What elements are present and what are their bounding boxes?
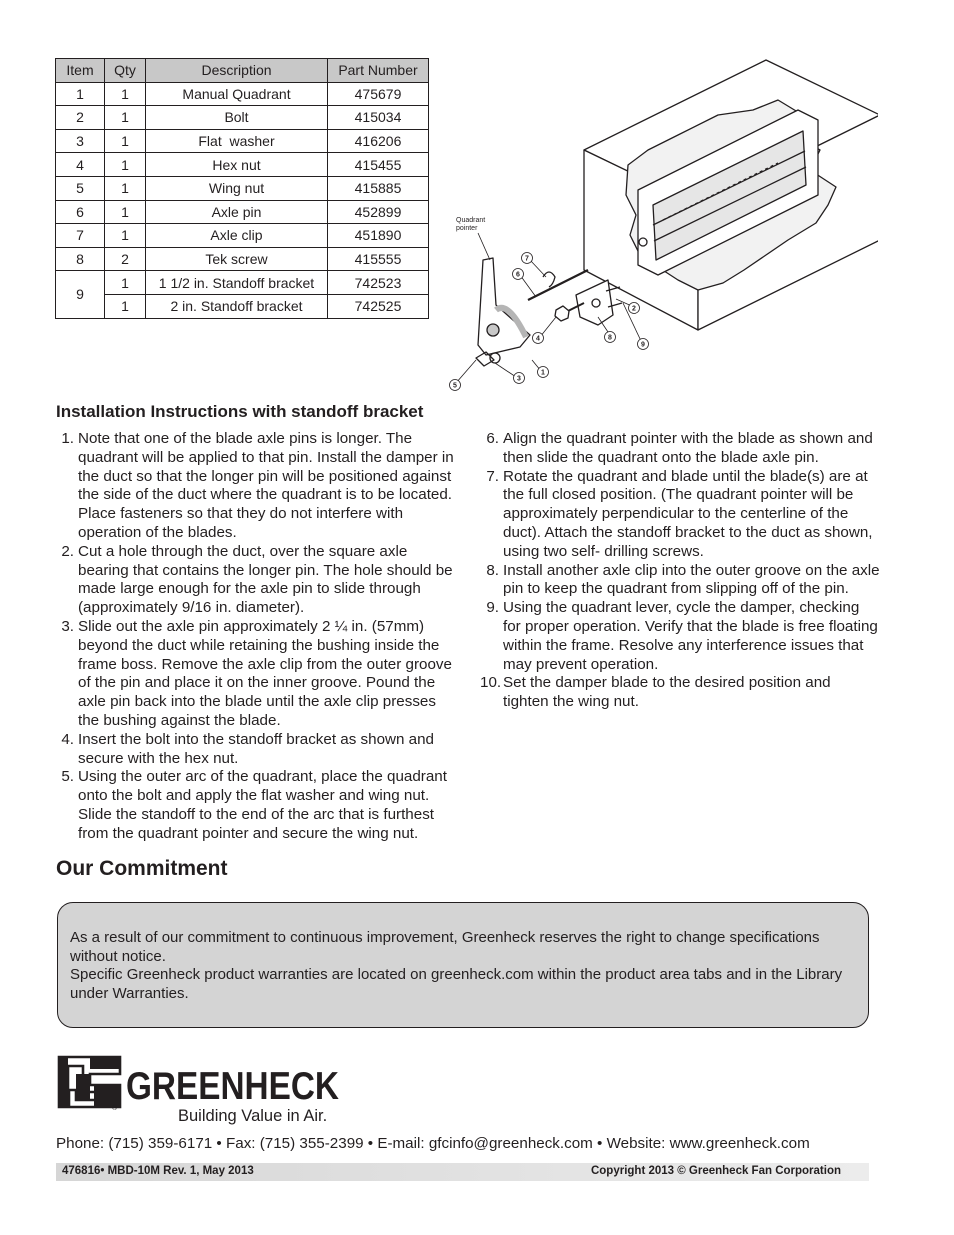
table-row — [56, 176, 429, 200]
parts-table — [55, 58, 429, 319]
cell-description: Bolt — [146, 106, 328, 130]
callout-5 — [450, 380, 461, 391]
cell-description: 2 in. Standoff bracket — [146, 294, 328, 318]
cell-qty: 1 — [105, 82, 146, 106]
step-number: 2. — [61, 542, 74, 560]
step-number: 9. — [486, 599, 499, 617]
cell-description: Axle pin — [146, 200, 328, 224]
svg-text:7: 7 — [525, 255, 529, 263]
cell-qty: 2 — [105, 247, 146, 271]
step-text: Cut a hole through the duct, over the square axle bearing that contains the longer pin. The hole should be made large enough for the axle pin to slide through (approximately 9/16 in. diameter). — [78, 542, 453, 617]
standoff-bracket — [576, 280, 613, 325]
registered-mark: ® — [112, 1105, 118, 1112]
greenheck-g-mark — [59, 1057, 120, 1107]
cell-part-number: 415555 — [328, 247, 429, 271]
step-number: 5. — [61, 768, 74, 786]
cell-item: 1 — [56, 82, 105, 106]
svg-text:4: 4 — [536, 335, 540, 343]
step-number: 6. — [486, 430, 499, 447]
commitment-heading: Our Commitment — [56, 857, 228, 880]
cell-description: Hex nut — [146, 153, 328, 177]
commitment-box — [57, 902, 869, 1028]
callout-9 — [638, 339, 649, 350]
svg-text:5: 5 — [453, 382, 457, 390]
table-row — [56, 106, 429, 130]
step-text: Using the outer arc of the quadrant, place the quadrant onto the bolt and apply the flat washer and wing nut. Slide the standoff to the end of the arc that is furthest from the quadrant pointer and secure the wing nut. — [78, 768, 447, 842]
cell-qty: 1 — [105, 106, 146, 130]
cell-description: Wing nut — [146, 176, 328, 200]
callout-2 — [629, 303, 640, 314]
cell-item: 8 — [56, 247, 105, 271]
footer-bar — [56, 1163, 869, 1181]
step-text: Insert the bolt into the standoff bracket as shown and secure with the hex nut. — [78, 730, 435, 767]
cell-qty: 1 — [105, 176, 146, 200]
hex-nut — [555, 306, 569, 321]
cell-qty: 1 — [105, 271, 146, 295]
table-row — [56, 82, 429, 106]
instruction-step — [480, 599, 880, 674]
cell-item: 9 — [56, 271, 105, 318]
cell-part-number: 452899 — [328, 200, 429, 224]
cell-part-number: 415034 — [328, 106, 429, 130]
cell-part-number: 475679 — [328, 82, 429, 106]
cell-item: 4 — [56, 153, 105, 177]
table-row — [56, 271, 429, 295]
callout-1 — [538, 367, 549, 378]
cell-description: Tek screw — [146, 247, 328, 271]
instruction-step — [56, 430, 456, 543]
quadrant-pointer-label: pointer — [456, 225, 478, 232]
table-row — [56, 294, 429, 318]
brand-name: GREENHECK — [126, 1065, 339, 1108]
instruction-step — [480, 468, 880, 562]
header-part-number: Part Number — [328, 59, 429, 83]
instruction-step — [56, 731, 456, 769]
cell-description: Manual Quadrant — [146, 82, 328, 106]
copyright: Copyright 2013 © Greenheck Fan Corporation — [590, 1165, 841, 1177]
header-item: Item — [56, 59, 105, 83]
step-number: 3. — [61, 617, 74, 635]
instructions-column-right — [480, 430, 880, 712]
cell-part-number: 415885 — [328, 176, 429, 200]
cell-item: 6 — [56, 200, 105, 224]
quadrant-assembly-diagram — [448, 55, 878, 395]
callout-7 — [522, 253, 533, 264]
step-number: 8. — [486, 561, 499, 579]
step-number: 10. — [480, 674, 502, 692]
document-number: 476816• MBD-10M Rev. 1, May 2013 — [62, 1165, 254, 1177]
callout-8 — [605, 332, 616, 343]
cell-item: 5 — [56, 176, 105, 200]
instruction-step — [480, 430, 880, 468]
cell-qty: 1 — [105, 200, 146, 224]
cell-item: 3 — [56, 129, 105, 153]
table-header-row — [56, 59, 429, 83]
quadrant-pointer-label: Quadrant — [456, 217, 486, 224]
step-text: Slide out the axle pin approximately 2 ¼ in. (57mm) beyond the duct while retaining the bushing inside the frame boss. Remove the axle clip from the outer groove of the pin and place it on the inner groove. Pound the axle pin back into the blade until the axle clip presses the bushing against the blade. — [78, 617, 452, 729]
header-description: Description — [146, 59, 328, 83]
step-number: 1. — [61, 430, 74, 447]
cell-qty: 1 — [105, 153, 146, 177]
cell-part-number: 451890 — [328, 224, 429, 248]
callout-3 — [514, 373, 525, 384]
step-text: Rotate the quadrant and blade until the blade(s) are at the full closed position. (The quadrant pointer will be approximately perpendicular to the centerline of the duct). Attach the standoff bracket to the duct as shown, using two self- drilling screws. — [503, 467, 873, 560]
table-row — [56, 247, 429, 271]
instruction-step — [480, 674, 880, 712]
tagline: Building Value in Air. — [178, 1107, 328, 1125]
instruction-step — [56, 618, 456, 731]
instruction-step — [56, 543, 456, 618]
cell-description: 1 1/2 in. Standoff bracket — [146, 271, 328, 295]
svg-text:2: 2 — [632, 305, 636, 313]
greenheck-logo — [56, 1054, 356, 1126]
cell-part-number: 416206 — [328, 129, 429, 153]
header-qty: Qty — [105, 59, 146, 83]
svg-text:8: 8 — [608, 334, 612, 342]
cell-part-number: 742523 — [328, 271, 429, 295]
cell-qty: 1 — [105, 224, 146, 248]
cell-item: 7 — [56, 224, 105, 248]
callout-6 — [513, 269, 524, 280]
step-text: Install another axle clip into the outer groove on the axle pin to keep the quadrant from slipping off of the pin. — [503, 561, 880, 598]
table-row — [56, 129, 429, 153]
step-text: Using the quadrant lever, cycle the damper, checking for proper operation. Verify that the blade is free floating within the frame. Resolve any interference issues that may prevent operation. — [503, 599, 878, 673]
table-row — [56, 153, 429, 177]
step-number: 7. — [486, 467, 499, 485]
step-text: Set the damper blade to the desired position and tighten the wing nut. — [503, 674, 831, 711]
step-number: 4. — [61, 730, 74, 748]
cell-item: 2 — [56, 106, 105, 130]
table-row — [56, 224, 429, 248]
table-row — [56, 200, 429, 224]
cell-description: Flat washer — [146, 129, 328, 153]
svg-text:1: 1 — [541, 369, 545, 377]
callout-4 — [533, 333, 544, 344]
commitment-paragraph: Specific Greenheck product warranties are located on greenheck.com within the product area tabs and in the Library under Warranties. — [70, 966, 843, 1002]
step-text: Align the quadrant pointer with the blade as shown and then slide the quadrant onto the blade axle pin. — [503, 430, 873, 466]
svg-text:6: 6 — [516, 271, 520, 279]
contact-info: Phone: (715) 359-6171 • Fax: (715) 355-2399 • E-mail: gfcinfo@greenheck.com • Website: www.greenheck.com — [56, 1135, 810, 1152]
step-text: Note that one of the blade axle pins is longer. The quadrant will be applied to that pin. Install the damper in the duct so that the longer pin will be positioned against the side of the duct where the quadrant is to be located. Place fasteners so that they do not interfere with operation of the blades. — [78, 430, 454, 541]
instructions-column-left — [56, 430, 456, 844]
cell-qty: 1 — [105, 129, 146, 153]
instruction-step — [56, 768, 456, 843]
commitment-paragraph: As a result of our commitment to continuous improvement, Greenheck reserves the right to change specifications without notice. — [70, 929, 820, 965]
svg-text:3: 3 — [517, 375, 521, 383]
instruction-step — [480, 562, 880, 600]
axle-clip — [543, 272, 555, 287]
cell-part-number: 742525 — [328, 294, 429, 318]
cell-part-number: 415455 — [328, 153, 429, 177]
cell-qty: 1 — [105, 294, 146, 318]
instructions-heading: Installation Instructions with standoff bracket — [56, 402, 424, 421]
svg-text:9: 9 — [641, 341, 645, 349]
cell-description: Axle clip — [146, 224, 328, 248]
